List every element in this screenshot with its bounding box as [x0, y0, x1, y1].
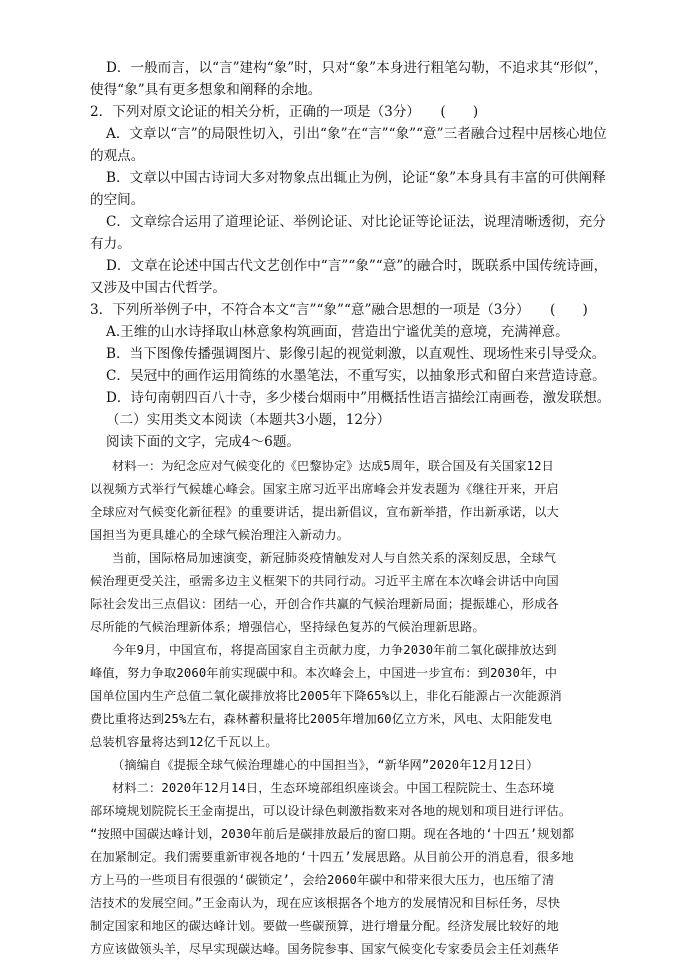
option-q3-c: C．吴冠中的画作运用简练的水墨笔法，不重写实，以抽象形式和留白来营造诗意。: [106, 368, 606, 384]
material-1-para-3-line-1: 今年9月，中国宣布，将提高国家自主贡献力度，力争2030年前二氧化碳排放达到: [112, 643, 557, 657]
option-2d-line-1: D．一般而言，以“言”建构“象”时，只对“象”本身进行粗笔勾勒，不追求其“形似”，: [106, 60, 608, 76]
material-1-line-4: 国担当为更具雄心的全球气候治理注入新动力。: [90, 528, 350, 542]
option-q2-b-line-1: B．文章以中国古诗词大多对物象点出辄止为例，论证“象”本身具有丰富的可供阐释: [106, 170, 606, 186]
option-q2-c-line-1: C．文章综合运用了道理论证、举例论证、对比论证等论证法，说理清晰透彻，充分: [106, 214, 606, 230]
material-1-para-2-line-3: 际社会发出三点倡议：团结一心，开创合作共赢的气候治理新局面；提振雄心，形成各: [90, 597, 559, 611]
material-2-line-7: 制定国家和地区的碳达峰计划。要做一些碳预算，进行增量分配。经济发展比较好的地: [90, 919, 559, 933]
material-1-para-2-line-2: 候治理更受关注，亟需多边主义框架下的共同行动。习近平主席在本次峰会讲话中向国: [90, 574, 559, 588]
section-heading: （二）实用类文本阅读（本题共3小题，12分）: [106, 412, 391, 428]
material-2-line-2: 部环境规划院院长王金南提出，可以设计绿色刺激指数来对各地的规划和项目进行评估。: [90, 804, 572, 818]
material-2-line-4: 在加紧制定。我们需要重新审视各地的‘十四五’发展思路。从目前公开的消息看，很多地: [90, 850, 574, 864]
option-q2-b-line-2: 的空间。: [90, 192, 145, 208]
material-1-para-3-line-3: 国单位国内生产总值二氧化碳排放将比2005年下降65%以上，非化石能源占一次能源消: [90, 689, 562, 703]
material-2-line-5: 方上马的一些项目有很强的‘碳锁定’，会给2060年碳中和带来很大压力，也压缩了清: [90, 873, 555, 887]
material-1-line-2: 以视频方式举行气候雄心峰会。国家主席习近平出席峰会并发表题为《继往开来，开启: [90, 482, 559, 496]
option-q3-a: A.王维的山水诗择取山林意象构筑画面，营造出宁谧优美的意境，充满禅意。: [106, 324, 569, 340]
option-q2-a-line-2: 的观点。: [90, 148, 145, 164]
option-q2-d-line-2: 又涉及中国古代哲学。: [90, 280, 226, 296]
material-1-para-2-line-1: 当前，国际格局加速演变，新冠肺炎疫情触发对人与自然关系的深刻反思，全球气: [112, 551, 557, 565]
reading-instruction: 阅读下面的文字，完成4～6题。: [106, 434, 301, 450]
option-q2-c-line-2: 有力。: [90, 236, 131, 252]
material-2-line-6: 洁技术的发展空间。”王金南认为，现在应该根据各个地方的发展情况和目标任务，尽快: [90, 896, 561, 910]
material-1-para-3-line-2: 峰值，努力争取2060年前实现碳中和。本次峰会上，中国进一步宣布：到2030年，中: [90, 666, 558, 680]
material-1-para-3-line-4: 费比重将达到25%左右，森林蓄积量将比2005年增加60亿立方米，风电、太阳能发电: [90, 712, 553, 726]
material-1-line-1: 材料一：为纪念应对气候变化的《巴黎协定》达成5周年，联合国及有关国家12日: [112, 459, 554, 473]
option-2d-line-2: 使得“象”具有更多想象和阐释的余地。: [90, 82, 322, 98]
option-q2-d-line-1: D．文章在论述中国古代文艺创作中“言”“象”“意”的融合时，既联系中国传统诗画，: [106, 258, 608, 274]
option-q3-b: B．当下图像传播强调图片、影像引起的视觉刺激，以直观性、现场性来引导受众。: [106, 346, 606, 362]
material-2-line-3: “按照中国碳达峰计划，2030年前后是碳排放最后的窗口期。现在各地的‘十四五’规划都: [90, 827, 575, 841]
material-1-para-2-line-4: 尽所能的气候治理新体系；增强信心，坚持绿色复苏的气候治理新思路。: [90, 620, 485, 634]
option-q3-d: D．诗句南朝四百八十寺，多少楼台烟雨中”用概括性语言描绘江南画卷，激发联想。: [106, 390, 611, 406]
question-2-stem: 2．下列对原文论证的相关分析，正确的一项是（3分） ( ): [90, 104, 479, 120]
option-q2-a-line-1: A．文章以“言”的局限性切入，引出“象”在“言”“象”“意”三者融合过程中居核心地位: [106, 126, 607, 142]
material-2-line-1: 材料二：2020年12月14日，生态环境部组织座谈会。中国工程院院士、生态环境: [112, 781, 555, 795]
material-1-line-3: 全球应对气候变化新征程》的重要讲话，提出新倡议，宣布新举措，作出新承诺，以大: [90, 505, 559, 519]
material-1-para-3-line-5: 总装机容量将达到12亿千瓦以上。: [90, 735, 278, 749]
material-1-source: （摘编自《提振全球气候治理雄心的中国担当》，“新华网”2020年12月12日）: [112, 758, 539, 772]
material-2-line-8: 方应该做领头羊，尽早实现碳达峰。国务院参事、国家气候变化专家委员会主任刘燕华: [90, 942, 559, 956]
question-3-stem: 3．下列所举例子中，不符合本文“言”“象”“意”融合思想的一项是（3分） ( ): [90, 302, 588, 318]
